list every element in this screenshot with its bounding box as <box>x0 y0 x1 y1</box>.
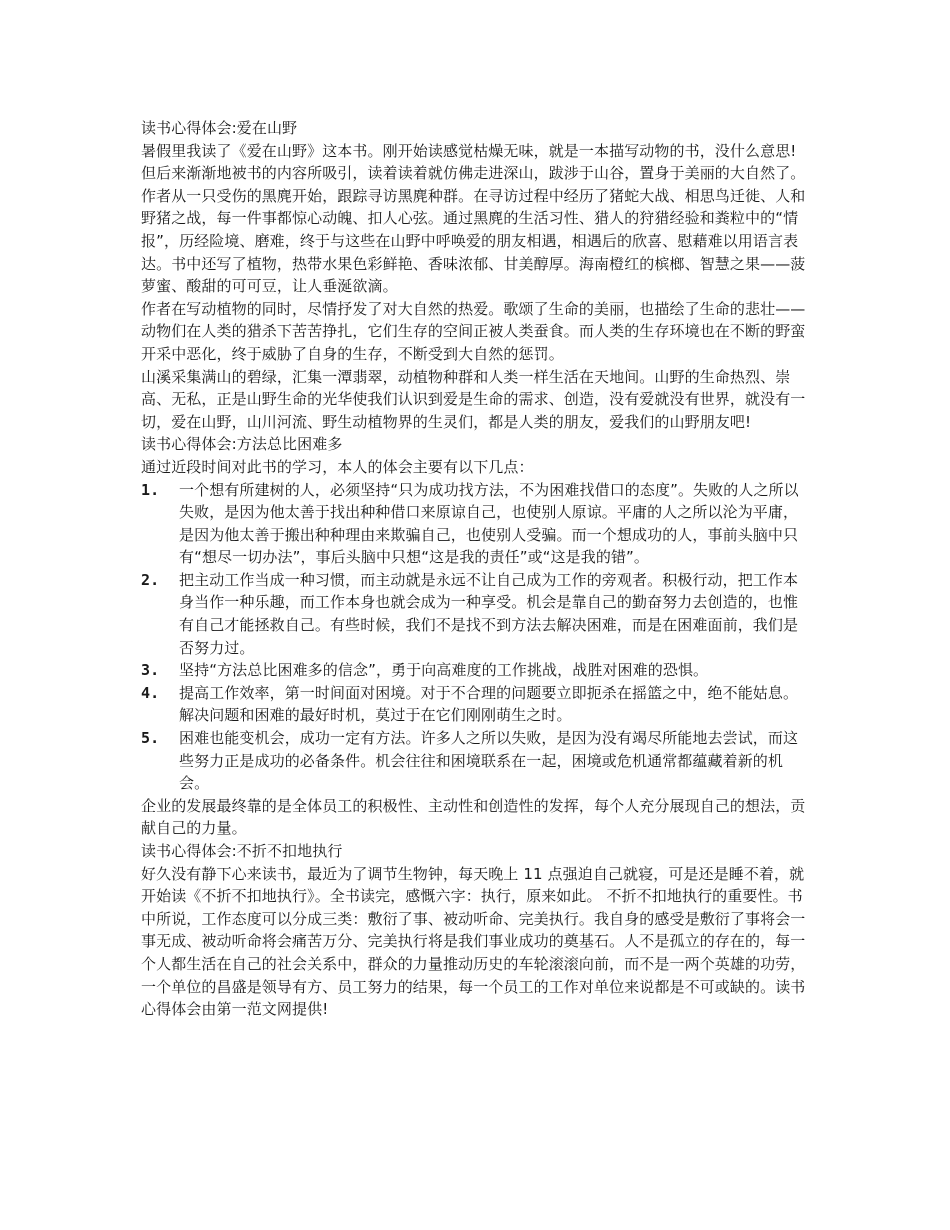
list-item-text: 困难也能变机会，成功一定有方法。许多人之所以失败，是因为没有竭尽所能地去尝试，而这些努力正是成功的必备条件。机会往往和困境联系在一起，困境或危机通常都蕴藏着新的机会。 <box>179 729 799 793</box>
section-heading: 读书心得体会:方法总比困难多 <box>141 435 343 454</box>
list-item-text: 提高工作效率，第一时间面对困境。对于不合理的问题要立即扼杀在摇篮之中，绝不能姑息。解决问题和困难的最好时机，莫过于在它们刚刚萌生之时。 <box>179 683 799 725</box>
list-item-text: 一个想有所建树的人，必须坚持“只为成功找方法，不为困难找借口的态度”。失败的人之所以失败，是因为他太善于找出种种借口来原谅自己，也使别人原谅。平庸的人之所以沦为平庸，是因为他太善于搬出种种理由来欺骗自己，也使别人受骗。而一个想成功的人，事前头脑中只有“想尽一切办法”，事后头脑中只想“这是我的责任”或“这是我的错”。 <box>179 480 799 567</box>
numbered-list <box>141 479 809 795</box>
paragraph: 暑假里我读了《爱在山野》这本书。刚开始读感觉枯燥无味，就是一本描写动物的书，没什么意思!但后来渐渐地被书的内容所吸引，读着读着就仿佛走进深山，跋涉于山谷，置身于美丽的大自然了。 <box>141 141 806 183</box>
list-item <box>141 659 809 682</box>
list-number: 5. <box>141 729 160 748</box>
list-item-text: 把主动工作当成一种习惯，而主动就是永远不让自己成为工作的旁观者。积极行动，把工作本身当作一种乐趣，而工作本身也就会成为一种享受。机会是靠自己的勤奋努力去创造的，也惟有自己才能拯救自己。有些时候，我们不是找不到方法去解决困难，而是在困难面前，我们是否努力过。 <box>179 570 799 657</box>
list-item <box>141 727 809 795</box>
list-item <box>141 569 809 659</box>
document-body <box>141 117 809 1021</box>
list-number: 4. <box>141 683 160 702</box>
paragraph: 作者在写动植物的同时，尽情抒发了对大自然的热爱。歌颂了生命的美丽，也描绘了生命的悲壮——动物们在人类的猎杀下苦苦挣扎，它们生存的空间正被人类蚕食。而人类的生存环境也在不断的野蛮开采中恶化，终于威胁了自身的生存，不断受到大自然的惩罚。 <box>141 299 806 363</box>
list-number: 2. <box>141 570 160 589</box>
list-number: 3. <box>141 661 160 680</box>
section-heading: 读书心得体会:不折不扣地执行 <box>141 842 343 860</box>
paragraph: 作者从一只受伤的黑麂开始，跟踪寻访黑麂种群。在寻访过程中经历了猪蛇大战、相思鸟迁徙、人和野猪之战，每一件事都惊心动魄、扣人心弦。通过黑麂的生活习性、猎人的狩猎经验和粪粒中的“情报”，历经险境、磨难，终于与这些在山野中呼唤爱的朋友相遇，相遇后的欣喜、慰藉难以用语言表达。书中还写了植物，热带水果色彩鲜艳、香味浓郁、甘美醇厚。海南橙红的槟榔、智慧之果——菠萝蜜、酸甜的可可豆，让人垂涎欲滴。 <box>141 186 806 296</box>
paragraph: 山溪采集满山的碧绿，汇集一潭翡翠，动植物种群和人类一样生活在天地间。山野的生命热烈、崇高、无私，正是山野生命的光华使我们认识到爱是生命的需求、创造，没有爱就没有世界，就没有一切，爱在山野，山川河流、野生动植物界的生灵们，都是人类的朋友，爱我们的山野朋友吧! <box>141 367 806 431</box>
section-heading: 读书心得体会:爱在山野 <box>141 119 298 137</box>
paragraph: 好久没有静下心来读书，最近为了调节生物钟，每天晚上 11 点强迫自己就寝，可是还是睡不着，就开始读《不折不扣地执行》。全书读完，感慨六字：执行，原来如此。 不折不扣地执行的重要性。书中所说，工作态度可以分成三类：敷衍了事、被动听命、完美执行。我自身的感受是敷衍了事将会一事无成、被动听命将会痛苦万分、完美执行将是我们事业成功的奠基石。人不是孤立的存在的，每一个人都生活在自己的社会关系中，群众的力量推动历史的车轮滚滚向前，而不是一两个英雄的功劳，一个单位的昌盛是领导有方、员工努力的结果，每一个员工的工作对单位来说都是不可或缺的。读书心得体会由第一范文网提供! <box>141 864 806 1019</box>
list-item-text: 坚持“方法总比困难多的信念”，勇于向高难度的工作挑战，战胜对困难的恐惧。 <box>179 661 709 680</box>
list-number: 1. <box>141 480 160 499</box>
paragraph: 通过近段时间对此书的学习，本人的体会主要有以下几点： <box>141 457 534 476</box>
list-item <box>141 479 809 569</box>
list-item <box>141 682 809 727</box>
paragraph: 企业的发展最终靠的是全体员工的积极性、主动性和创造性的发挥，每个人充分展现自己的想法，贡献自己的力量。 <box>141 796 806 838</box>
